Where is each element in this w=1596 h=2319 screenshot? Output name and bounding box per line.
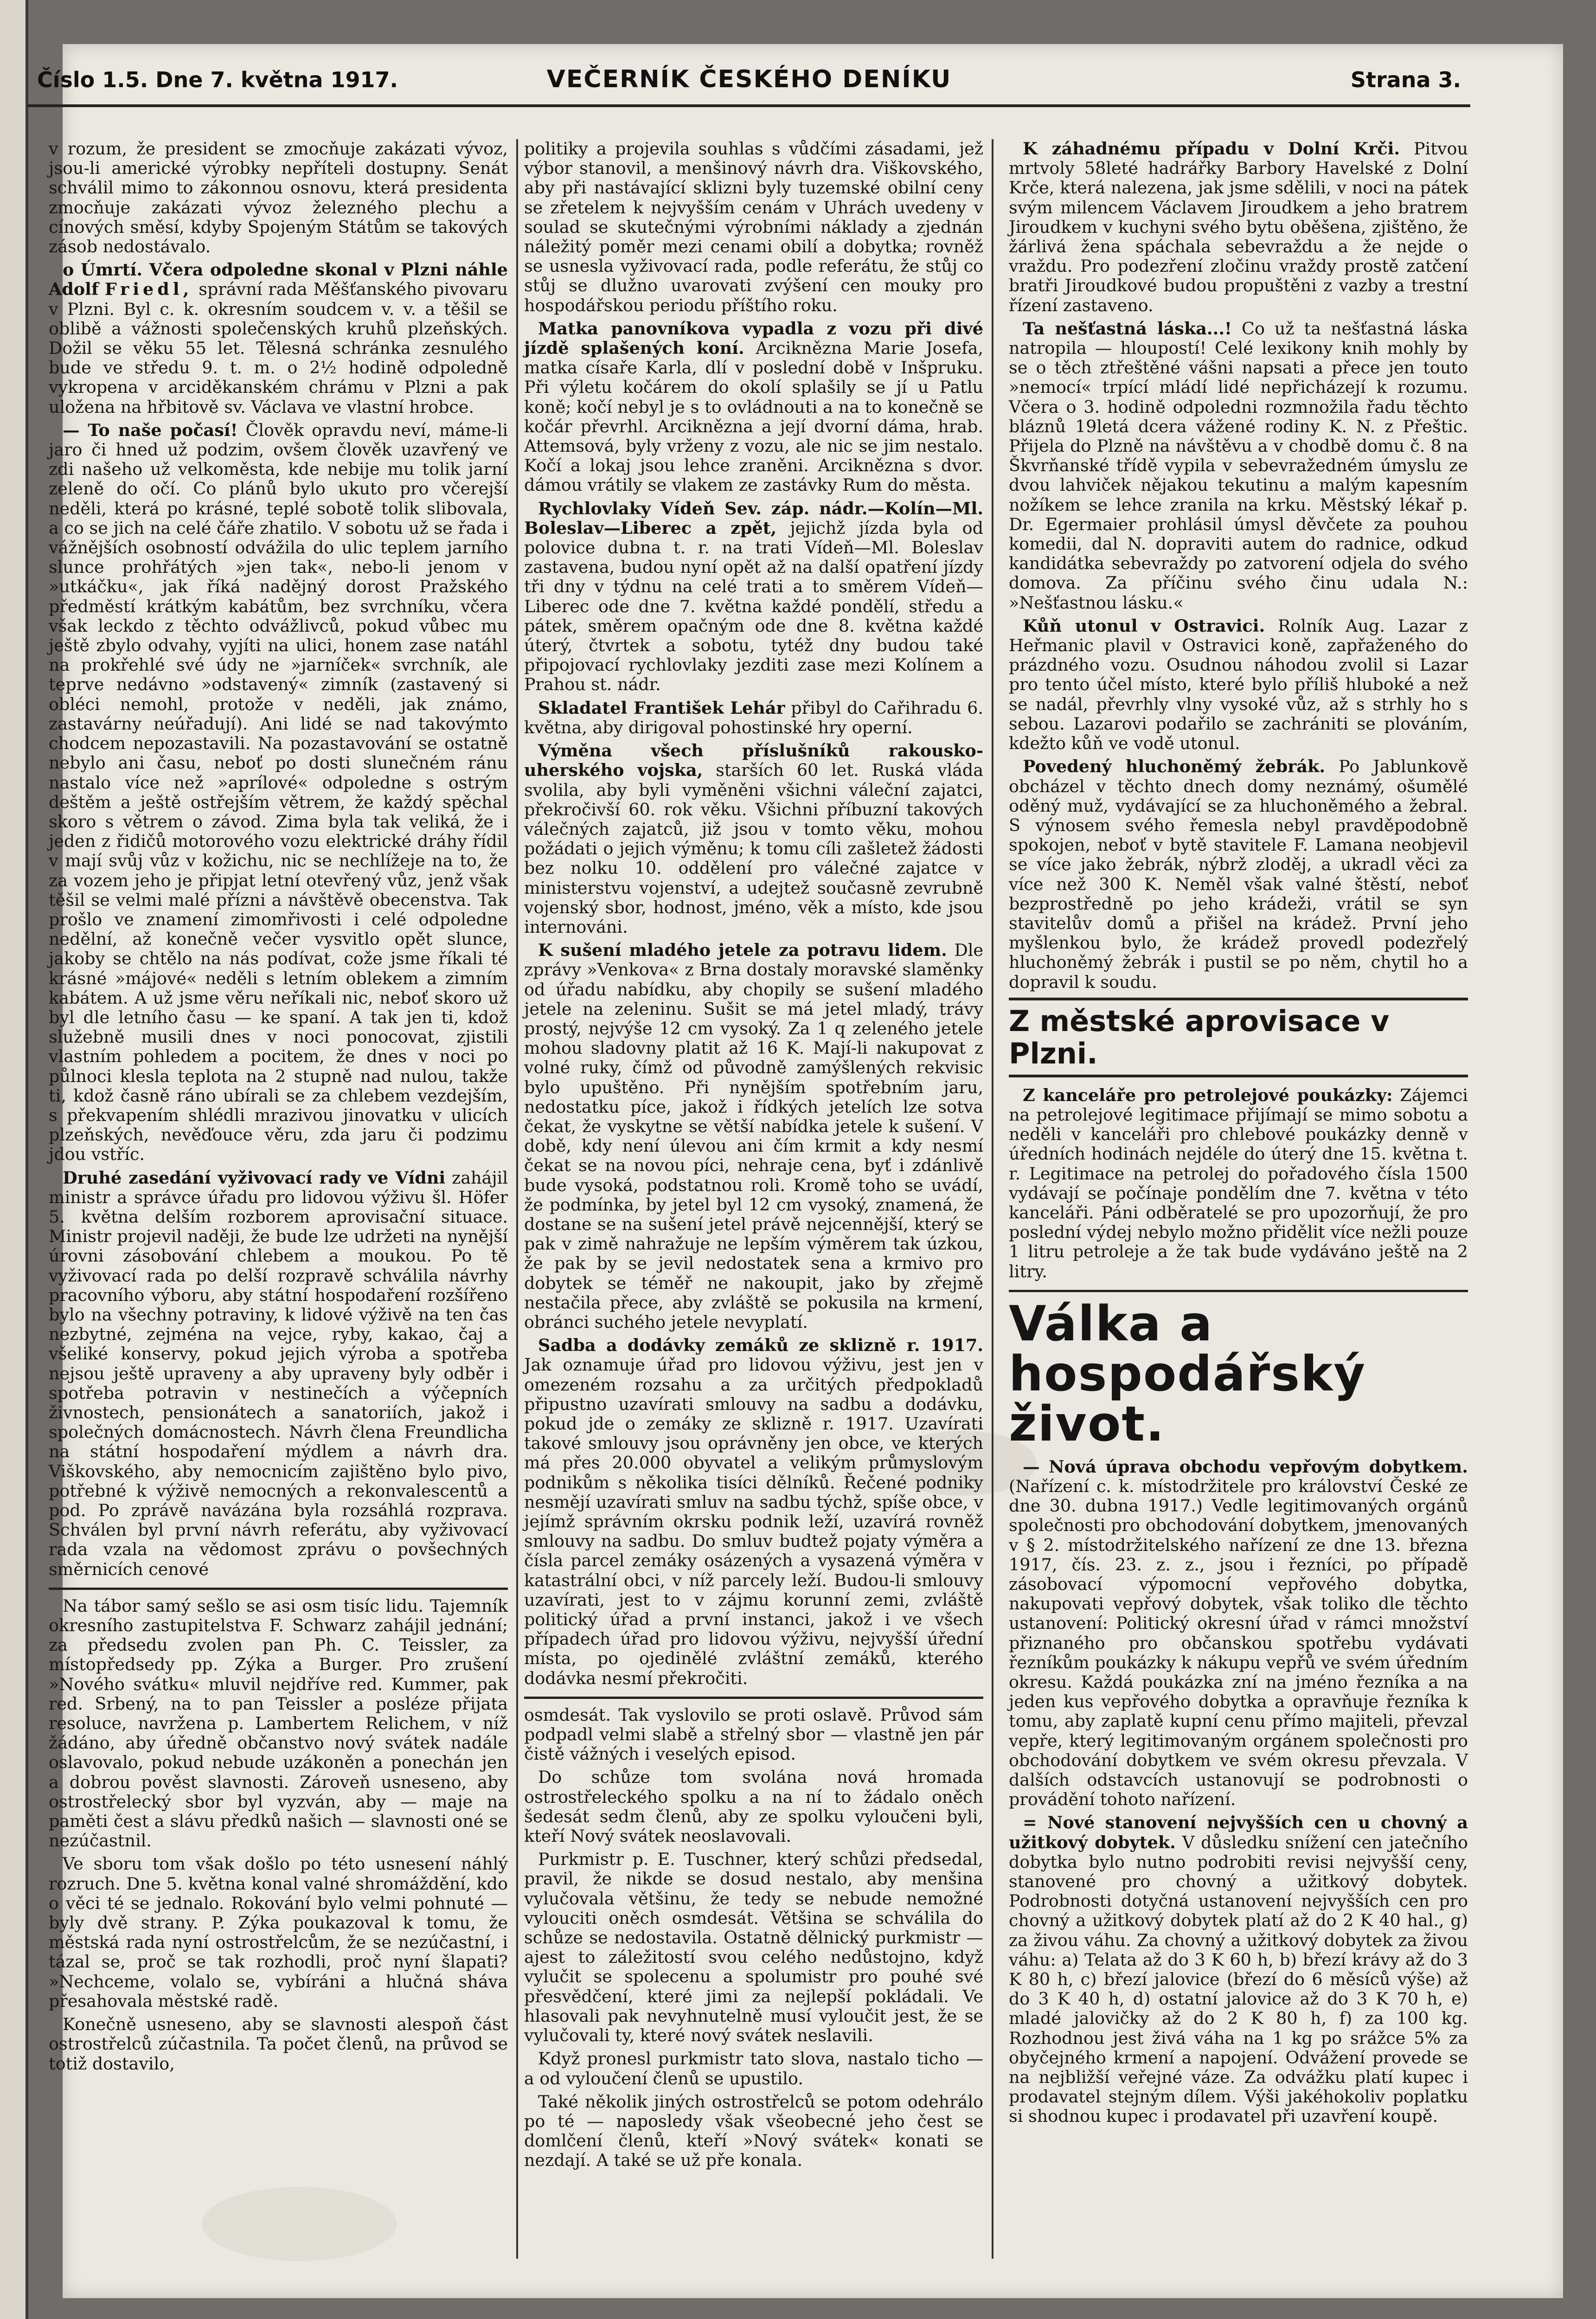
- article-lede: Matka panovníkova vypadla z vozu při divé jízdě splašených koní.: [524, 318, 983, 359]
- article-text: Jak oznamuje úřad pro lidovou výživu, jest jen v omezeném rozsahu a za určitých předpokladů připustno uzavírati smlouvy na sadbu a dodávku, pokud jde o zemáky ze sklizně r. 1917. Uzavírati takové smlouvy jsou oprávněny jen obce, ve kterých má přes 20.000 obyvatel a velikým průmyslovým podnikům s několika tisíci dělníků. Řečené podniky nesmějí uzavírati smluv na sadbu týchž, spíše obce, v jejímž správním okrsku podnik leží, uzavírá rovněž smlouvy na sadbu. Do smluv budtež pojaty výměra a čísla parcel zemáky osázených a vysazená výměra v katastrální obci, v níž parcely leží. Budou-li smlouvy uzavírati, jest to v zájmu korunní zemi, zvláště politický úřad a první instanci, jakož i ve všech případech úřad pro lidovou výživu, nejvyšší úřední místa, po ojedinělé zvláštní zemáků, kterého dodávka nesmí překročiti.: [524, 1355, 983, 1688]
- article-text: politiky a projevila souhlas s vůdčími zásadami, jež výbor stanovil, a menšinový návrh dra. Viškovského, aby při nastávající sklizni byly tuzemské obilní ceny se zřetelem k nejvyšším cenám v Uhrách uvedeny v soulad se skutečnými výrobními náklady a zjednán náležitý poměr mezi cenami obilí a dobytka; rovněž se usnesla vyživovací rada, podle referátu, že stůj co stůj se dlužno uvarovati zvýšení cen mouky pro hospodářskou periodu příštího roku.: [524, 139, 983, 315]
- article-lede: = Nové stanovení nejvyšších cen u chovný a užitkový dobytek.: [1009, 1813, 1468, 1852]
- page-header: [28, 63, 1470, 107]
- article-lede: K záhadnému případu v Dolní Krči.: [1023, 139, 1400, 159]
- column-1: [49, 139, 508, 2077]
- article-lehar: [524, 698, 983, 737]
- article-lede: Výměna všech příslušníků rakousko-uherského vojska,: [524, 741, 983, 781]
- article-text: Pitvou mrtvoly 58leté hadrářky Barbory Havelské z Dolní Krče, která nalezena, jak jsme sdělili, v noci na pátek svým milencem Václavem Jiroudkem a jeho bratrem Jiroudkem v kuchyni svého bytu oběšena, zjištěno, že žárlivá žena spáchala sebevraždu a že nejde o vraždu. Pro podezření zločinu vraždy prostě zatčení bratři Jiroudkové budou propuštěni z vazby a trestní řízení zastaveno.: [1009, 139, 1468, 315]
- paper-stain: [202, 2187, 397, 2261]
- article-text: V důsledku snížení cen jatečního dobytka bylo nutno podrobiti revisi nejvyšší ceny, stanovené pro chovný a užitkový dobytek. Podrobnosti dotyčná ustanovení nejvyšších cen pro chovný a užitkový dobytek platí až do 2 K 40 hal., g) za živou váhu. Za chovný a užitkový dobytek za živou váhu: a) Telata až do 3 K 60 h, b) březí krávy až do 3 K 80 h, c) březí jalovice (březí do 6 měsíců výše) až do 3 K 40 h, d) ostatní jalovice až do 3 K 70 h, e) mladé jalovičky až do 2 K 80 h, f) za 100 kg. Rozhodnou jest živá váha na 1 kg po srážce 5% za obyčejného krmení a napojení. Odvážení provede se na nejbližší veřejné váze. Za odvážku platí kupec i prodavatel stejným dílem. Výši jakéhokoliv poplatku si shodnou kupec i prodavatel při uzavření koupě.: [1009, 1832, 1468, 2127]
- article-text: správní rada Měšťanského pivovaru v Plzni. Byl c. k. okresním soudcem v. v. a těšil se oblibě a vážnosti společenských kruhů plzeňských. Dožil se věku 55 let. Tělesná schránka zesnulého bude ve středu 9. t. m. o 2½ hodině odpoledně vykropena v arciděkanském chrámu v Plzni a pak uložena na hřbitově sv. Václava ve vlastní hrobce.: [49, 279, 508, 417]
- article-text: Dle zprávy »Venkova« z Brna dostaly moravské slaměnky od úřadu nabídku, aby chopily se sušení mladého jetele na zeleninu. Sušit se má jetel mladý, trávy prostý, nejvýše 12 cm vysoký. Za 1 q zeleného jetele mohou sladovny platit až 16 K. Mají-li nakupovat z volné ruky, čímž od původně zamýšlených rekvisic bylo upuštěno. Při nynějším spotřebním jaru, nedostatku píce, jakož i řídkých jetelích lze sotva čekat, že vyskytne se větší nabídka jetele k sušení. V době, kdy není úlevou ani čím krmit a kdy nesmí čekat se na novou píci, nehraje cena, byť i zdánlivě bude vysoká, podstatnou roli. Kromě toho se uvádí, že podmínka, by jetel byl 12 cm vysoký, znamená, že dostane se na sušení jetel právě nejcennější, který se pak v zimě nahražuje ne lepším výměrem tak úzkou, že pak by se jevil nedostatek sena a krmivo pro dobytek se téměř ne nakoupit, jako by zřejmě nestačila přece, aby zvláště se pokusila na krmení, obránci suchého jetele nevyplatí.: [524, 940, 983, 1332]
- article-text: v rozum, že president se zmocňuje zakázati vývoz, jsou-li americké výrobky nepříteli dostupny. Senát schválil mimo to zákonnou osnovu, která presidenta zmocňuje zakázati vývoz železného plechu a cínových směsí, kdyby Spojeným Státům se takových zásob nedostávalo.: [49, 139, 508, 257]
- article-text: zahájil ministr a správce úřadu pro lidovou výživu šl. Höfer 5. května delším rozborem aprovisační situace. Ministr projevil naději, že bude lze udržeti na nynější úrovni zásobování chlebem a moukou. Po tě vyživovací rada po delší rozpravě schválila návrhy pracovního výboru, aby státní hospodaření rozšířeno bylo na všechny potraviny, k lidové výživě na ten čas nezbytné, zejména na vejce, ryby, kakao, čaj a všeliké konservy, pokud jejich výroba a spotřeba nejsou ještě upraveny a aby upraveny byly odběr i spotřeba potravin v nestinečích a výčepních živnostech, pensionátech a sanatoriích, jakož i společných domácnostech. Návrh člena Freundlicha na státní hospodaření mýdlem a návrh dra. Viškovského, aby nemocnicím zajištěno bylo pivo, potřebné k výživě nemocných a rekonvalescentů a pod. Po zprávě navázána byla rozsáhlá rozprava. Schválen byl první návrh referátu, aby vyživovací rada vzala na vědomost zprávu o povšechných směrnicích cenové: [49, 1167, 508, 1579]
- article-deaf-beggar: [1009, 757, 1468, 992]
- article-text: Zájemci na petrolejové legitimace přijímají se mimo sobotu a neděli v kanceláři pro chlebové poukázky denně v úředních hodinách nejdéle do úterý dne 15. května t. r. Legitimace na petrolej do pořadového čísla 1500 vydávají se počínaje pondělím dne 7. května v této kanceláři. Páni odběratelé se pro upozorňují, že pro poslední výdej nebylo možno přidělit více nežli pouze 1 litru petroleje a že tak bude vydáváno ještě na 2 litry.: [1009, 1085, 1468, 1281]
- article-text: Co už ta nešťastná láska natropila — hloupostí! Celé lexikony knih mohly by se o těch ztřeštěné vášni napsati a přece jen touto »nemocí« trpící mládí lidé nepřicházejí k rozumu. Včera o 3. hodině odpoledni rozmnožila řadu těchto bláznů 19letá dcera vážené rodiny K. N. z Přeštic. Přijela do Plzně na návštěvu a v chodbě domu č. 8 na Škvrňanské třídě vypila v sebevražedném úmyslu ze dvou lahviček nějakou tekutinu a malým kapesním nožíkem se lehce zranila na krku. Městský lékař p. Dr. Egermaier prohlásil úmysl děvčete za pouhou komedii, dal N. dopraviti autem do radnice, odkud kandidátka sebevraždy po zatvorení odjela do svého domova. Za příčinu svého činu udala N.: »Nešťastnou lásku.«: [1009, 318, 1468, 613]
- article-text: Když pronesl purkmistr tato slova, nastalo ticho — a od vyloučení členů se upustilo.: [524, 2049, 983, 2088]
- section-heading-war-economy: Válka a hospodářský život.: [1009, 1295, 1366, 1452]
- article-obituary: [49, 260, 508, 417]
- person-name: Friedl,: [104, 279, 193, 300]
- article-text: Arciknězna Marie Josefa, matka císaře Karla, dlí v poslední době v Inšpruku. Při výletu kočárem do okolí splašily se jí u Patlu koně; kočí nebyl je s to ovládnouti a na to konečně se kočár převrhl. Arciknězna a její dvorní dáma, hrab. Attemsová, byly vrženy z vozu, ale nic se jim nestalo. Kočí a lokaj jsou lehce zraněni. Arciknězna s dvor. dámou vrátily se vlakem ze zastávky Rum do města.: [524, 338, 983, 495]
- article-text: Rolník Aug. Lazar z Heřmanic plavil v Ostravici koně, zapřaženého do prázdného vozu. Osudnou náhodou zvolil si Lazar pro tento účel místo, které bylo příliš hluboké a než se nadál, převrhly vlny vysoké vůz, až s strhly ho s sebou. Lazarovi podařilo se zachrániti se plováním, kdežto kůň ve vodě utonul.: [1009, 615, 1468, 754]
- article-krc-case: [1009, 139, 1468, 315]
- article-lede: Ta nešťastná láska...!: [1023, 318, 1232, 339]
- article-lede: — Nová úprava obchodu vepřovým dobytkem.: [1023, 1456, 1468, 1477]
- article-text: osmdesát. Tak vyslovilo se proti oslavě. Průvod sám podpadl velmi slabě a střelný sbor — vlastně jen pár čistě vážných i veselých episod.: [524, 1704, 983, 1764]
- article-text: (Nařízení c. k. místodržitele pro království České ze dne 30. dubna 1917.) Vedle legitimovaných orgánů společnosti pro obchodování dobytkem, jmenovaných v § 2. místodržitelského nařízení ze dne 13. března 1917, čís. 23. z. z., jsou i řezníci, po případě zásobovací výpomocní vepřového dobytka, nakupovati vepřový dobytek, však toliko dle těchto ustanovení: Politický okresní úřad v rámci množství přiznaného pro občanskou spotřebu vydávati řezníkům poukázky k nákupu vepřů ve svém úředním okresu. Každá poukázka zní na jméno řezníka a na jeden kus vepřového dobytka a opravňuje řezníka k tomu, aby zaplatě kupní cenu přímo majiteli, převzal vepře, který legitimovaným orgánem společnosti pro obchodování dobytkem ve svém okresu převzala. V dalších odstavcích ustanovují se podrobnosti o provádění tohoto nařízení.: [1009, 1476, 1468, 1810]
- article-clover: [524, 941, 983, 1332]
- article-horse-drowned: [1009, 616, 1468, 753]
- article-text: Člověk opravdu neví, máme-li jaro či hned už podzim, ovšem člověk uzavřený ve zdi našeho už velkoměsta, kde nebije mu tolik jarní zeleně do očí. Co plánů bylo ukuto pro včerejší neděli, která po krásné, teplé sobotě tolik slibovala, a co se jich na celé čáře zhatilo. V sobotu už se řada i vážnějších osobností odvážila do ulic teplem jarního slunce prohřátých »jen tak«, nebo-li jenom v »utkáčku«, jak říká nadějný dorost Pražského předměstí krátkým kabátům, bez svrchníku, včera však leckdo z těchto odvážlivců, pokud vůbec mu ještě zbylo odvahy, vyjíti na ulici, honem zase natáhl na prokřehlé své údy ne »jarníček« svrchník, ale teprve nedávno »odstavený« zimník (zastavený si obléci nemohl, protože v neděli, jak známo, zastavárny neúřadují). Ani lidé se nad takovýmto chodcem nepozastavili. Na pozastavování se ostatně nebylo ani času, neboť po dosti slunečném ránu nastalo více než »aprílové« odpoledne s ostrým deštěm a ještě ostřejším větrem, že každý spěchal skoro s větrem o závod. Zima byla tak veliká, že i jeden z řidičů motorového vozu elektrické dráhy řídil v mají svůj vůz v kožichu, nic se nechlížeje na to, že za vozem jeho je připjat letní otevřený vůz, jenž však těšil se velmi malé přízni a návštěvě obecenstva. Tak prošlo ve znamení zimomřivosti i celé odpoledne nedělní, až konečně večer vysvitlo opět slunce, jakoby se chtělo na nás podívat, cože jsme říkali té krásné »májové« neděli s letním oblekem a zimním kabátem. A už jsme věru neříkali nic, neboť skoro už byl dle letního času — ke spaní. A tak jen ti, kdož služebně musili dnes v noci ponocovat, zjistili vlastním pohledem a pocitem, že dnes v noci po půlnoci klesla teplota na 2 stupně nad nulou, takže ti, kdož časně ráno ubírali se za chlebem vezdejším, s překvapením shlédli mrazivou jinovatku v ulicích plzeňských, nevěďouce věru, zda jaru či podzimu jdou vstříc.: [49, 420, 508, 1165]
- newspaper-title: VEČERNÍK ČESKÉHO DENÍKU: [546, 65, 952, 93]
- article-text: Také několik jiných ostrostřelců se potom odehrálo po té — naposledy však všeobecné jeho čest se domlčení členů, kteří »Nový svátek« konati se nezdají. A také se už pře konala.: [524, 2091, 983, 2171]
- article-lede: Sadba a dodávky zemáků ze sklizně r. 1917.: [538, 1335, 983, 1356]
- column-divider: [1009, 1290, 1468, 1292]
- article-lede: Skladatel František Lehár: [538, 698, 785, 718]
- article-prisoner-exchange: [524, 741, 983, 937]
- article-express-trains: [524, 499, 983, 695]
- article-text: Po Jablunkově obcházel v těchto dnech domy neznámý, ošumělé oděný muž, vydávající se za hluchoněmého a žebral. S výnosem svého řemesla nebyl pravděpodobně spokojen, neboť v bytě stavitele F. Lamana neobjevil se více jako žebrák, nýbrž zloděj, a ukradl věci za více než 300 K. Neměl však valné štěstí, neboť bezprostředně po jeho krádeži, vrátil se syn stavitelův domů a přišel na krádež. První jeho myšlenkou bylo, že krádež provedl podezřelý hluchoněmý žebrák i pustil se po něm, chytil ho a dopravil k soudu.: [1009, 756, 1468, 992]
- page-number: Strana 3.: [1350, 67, 1461, 92]
- article-petroleum: [1009, 1086, 1468, 1281]
- column-divider: [49, 1588, 508, 1590]
- article-lede: — To naše počasí!: [63, 420, 238, 440]
- article-text: Ve sboru tom však došlo po této usnesení náhlý rozruch. Dne 5. května konal valné shromáždění, kdo o věci té se jednalo. Rokování bylo velmi pohnuté — byly dvě strany. P. Zýka poukazoval k tomu, že městská rada nyní ostrostřelcům, že se nezúčastní, i tázal se, proč se tak rozhodli, proč nyní šlapati? »Nechceme, volalo se, vybíráni a hlučná sháva přesahovala městské radě.: [49, 1854, 508, 2011]
- article-food-council: [49, 1168, 508, 1579]
- article-potatoes: [524, 1336, 983, 1688]
- article-lede: K sušení mladého jetele za potravu lidem.: [538, 940, 947, 961]
- article-text: jejichž jízda byla od polovice dubna t. r. na trati Vídeň—Ml. Boleslav zastavena, budou nyní opět až na další opatření jízdy tři dny v týdnu na celé trati a to směrem Vídeň—Liberec ode dne 7. května každé pondělí, středu a pátek, směrem opačným ode dne 8. května každé úterý, čtvrtek a sobotu, tytéž dny budou také připojovací rychlovlaky jezditi zase mezi Kolínem a Prahou st. nádr.: [524, 518, 983, 695]
- article-pig-trade: [1009, 1457, 1468, 1810]
- article-archduchess: [524, 319, 983, 495]
- article-text: Do schůze tom svolána nová hromada ostrostřeleckého spolku a na ní to žádalo oněch šedesát sedm členů, aby ze spolku vyloučeni byli, kteří Nový svátek neoslavovali.: [524, 1767, 983, 1846]
- previous-page-edge: [0, 0, 28, 2319]
- article-text: starších 60 let. Ruská vláda svolila, aby byli vyměněni všichni váleční zajatci, překročivší 60. rok věku. Všichni příbuzní takových válečných zajatců, již jsou v tomto věku, mohou požádati o jejich výměnu; k tomu cíli zašletež žádosti bez nolku 10. oddělení pro válečné zajatce v ministerstvu vojenství, a udejtež současně zevrubně vojenský sbor, hodnost, jméno, věk a místo, kde jsou internováni.: [524, 760, 984, 937]
- article-lede: Kůň utonul v Ostravici.: [1023, 615, 1265, 636]
- issue-number-date: Číslo 1.5. Dne 7. května 1917.: [37, 67, 398, 92]
- article-lede: Druhé zasedání vyživovací rady ve Vídni: [63, 1167, 446, 1188]
- article-unhappy-love: [1009, 319, 1468, 613]
- article-lede: Rychlovlaky Vídeň Sev. záp. nádr.—Kolín—Ml. Boleslav—Liberec a zpět,: [524, 498, 983, 538]
- article-text: Na tábor samý sešlo se asi osm tisíc lidu. Tajemník okresního zastupitelstva F. Schwarz zahájil jednání; za předsedu zvolen pan Ph. C. Teissler, za místopředsedy pp. Zýka a Burger. Pro zrušení »Nového svátku« mluvil nejdříve red. Kummer, pak red. Srbený, na to pan Teissler a posléze přijata resoluce, navržena p. Lambertem Relichem, v níž žádáno, aby úředně občanstvo nový svátek nadále oslavovalo, pokud nebude uzákoněn a ponechán jen a dobrou pověst slavnosti. Zároveň usneseno, aby ostrostřelecký sbor byl vyzván, aby — maje na paměti čest a slávu předků našich — slavnosti oné se nezúčastnil.: [49, 1595, 508, 1851]
- article-text: Konečně usneseno, aby se slavnosti alespoň část ostrostřelců zúčastnila. Ta počet členů, na průvod se totiž dostavilo,: [49, 2014, 508, 2074]
- article-text: Purkmistr p. E. Tuschner, který schůzi předsedal, pravil, že nikde se dosud nestalo, aby menšina vylučovala většinu, že tedy se nebude nemožné vylouciti oněch osmdesát. Většina se schválila do schůze se nedostavila. Ostatně dělnický purkmistr — ajest to záležitostí svou celého nedůstojno, když vylučit se spolecenu a spolumistr pro pouhé své přesvědčení, které jimi za nejlepší pokládali. Ve hlasovali pak nevyhnutelně musí vyloučit jest, že se vylučovali ty, které nový svátek neslavili.: [524, 1849, 983, 2046]
- article-lede: Povedený hluchoněmý žebrák.: [1023, 756, 1326, 777]
- article-lede: o Úmrtí. Včera odpoledne skonal v Plzni náhle Adolf: [49, 260, 508, 300]
- column-3: [1009, 139, 1468, 2130]
- article-cattle-prices: [1009, 1813, 1468, 2126]
- article-weather: [49, 421, 508, 1165]
- column-divider: [524, 1697, 983, 1699]
- section-heading-aprovisation: Z městské aprovisace v Plzni.: [1009, 998, 1468, 1077]
- article-lede: Z kanceláře pro petrolejové poukázky:: [1023, 1085, 1393, 1105]
- column-2: [524, 139, 983, 2174]
- article-text: přibyl do Cařihradu 6. května, aby dirigoval pohostinské hry operní.: [524, 698, 983, 737]
